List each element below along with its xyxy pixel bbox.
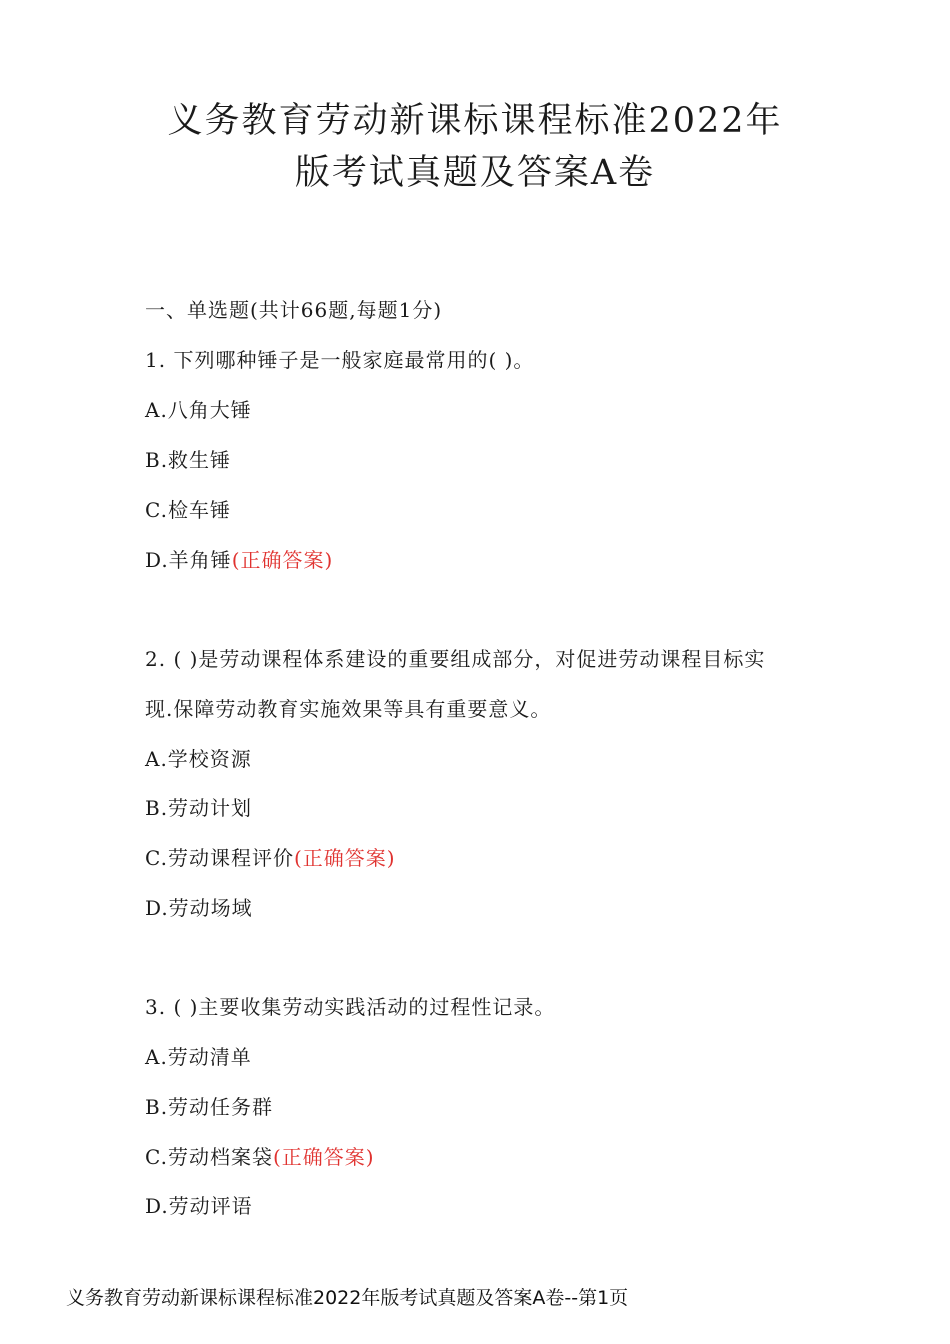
section-heading: 一、单选题(共计66题,每题1分) — [145, 298, 443, 322]
question-1-option-a: A.八角大锤 — [145, 398, 252, 422]
question-2-option-a: A.学校资源 — [145, 747, 252, 771]
question-3-option-b: B.劳动任务群 — [145, 1095, 274, 1119]
question-2-stem-line-2: 现.保障劳动教育实施效果等具有重要意义。 — [145, 697, 552, 721]
correct-answer-marker: (正确答案) — [272, 1145, 375, 1169]
correct-answer-marker: (正确答案) — [293, 846, 396, 870]
question-1-option-d — [145, 550, 333, 570]
document-title-line-2: 版考试真题及答案A卷 — [294, 153, 656, 193]
question-3-option-d: D.劳动评语 — [145, 1194, 253, 1218]
question-2-option-c — [145, 848, 396, 868]
question-2-option-d: D.劳动场域 — [145, 896, 253, 920]
question-2-option-b: B.劳动计划 — [145, 796, 253, 820]
question-3-stem: 3. ( )主要收集劳动实践活动的过程性记录。 — [145, 995, 556, 1019]
question-1-option-c: C.检车锤 — [145, 498, 231, 522]
question-1-option-d-text: D.羊角锤 — [145, 548, 232, 572]
question-1-stem: 1. 下列哪种锤子是一般家庭最常用的( )。 — [145, 348, 535, 372]
question-3-option-c — [145, 1147, 375, 1167]
question-3-option-a: A.劳动清单 — [145, 1045, 252, 1069]
question-2-stem-line-1: 2. ( )是劳动课程体系建设的重要组成部分，对促进劳动课程目标实 — [145, 647, 766, 671]
question-3-option-c-text: C.劳动档案袋 — [145, 1145, 273, 1169]
question-2-option-c-text: C.劳动课程评价 — [145, 846, 294, 870]
question-1-option-b: B.救生锤 — [145, 448, 232, 472]
correct-answer-marker: (正确答案) — [231, 548, 334, 572]
document-title-line-1: 义务教育劳动新课标课程标准2022年 — [167, 101, 783, 141]
page-footer: 义务教育劳动新课标课程标准2022年版考试真题及答案A卷--第1页 — [66, 1287, 629, 1309]
